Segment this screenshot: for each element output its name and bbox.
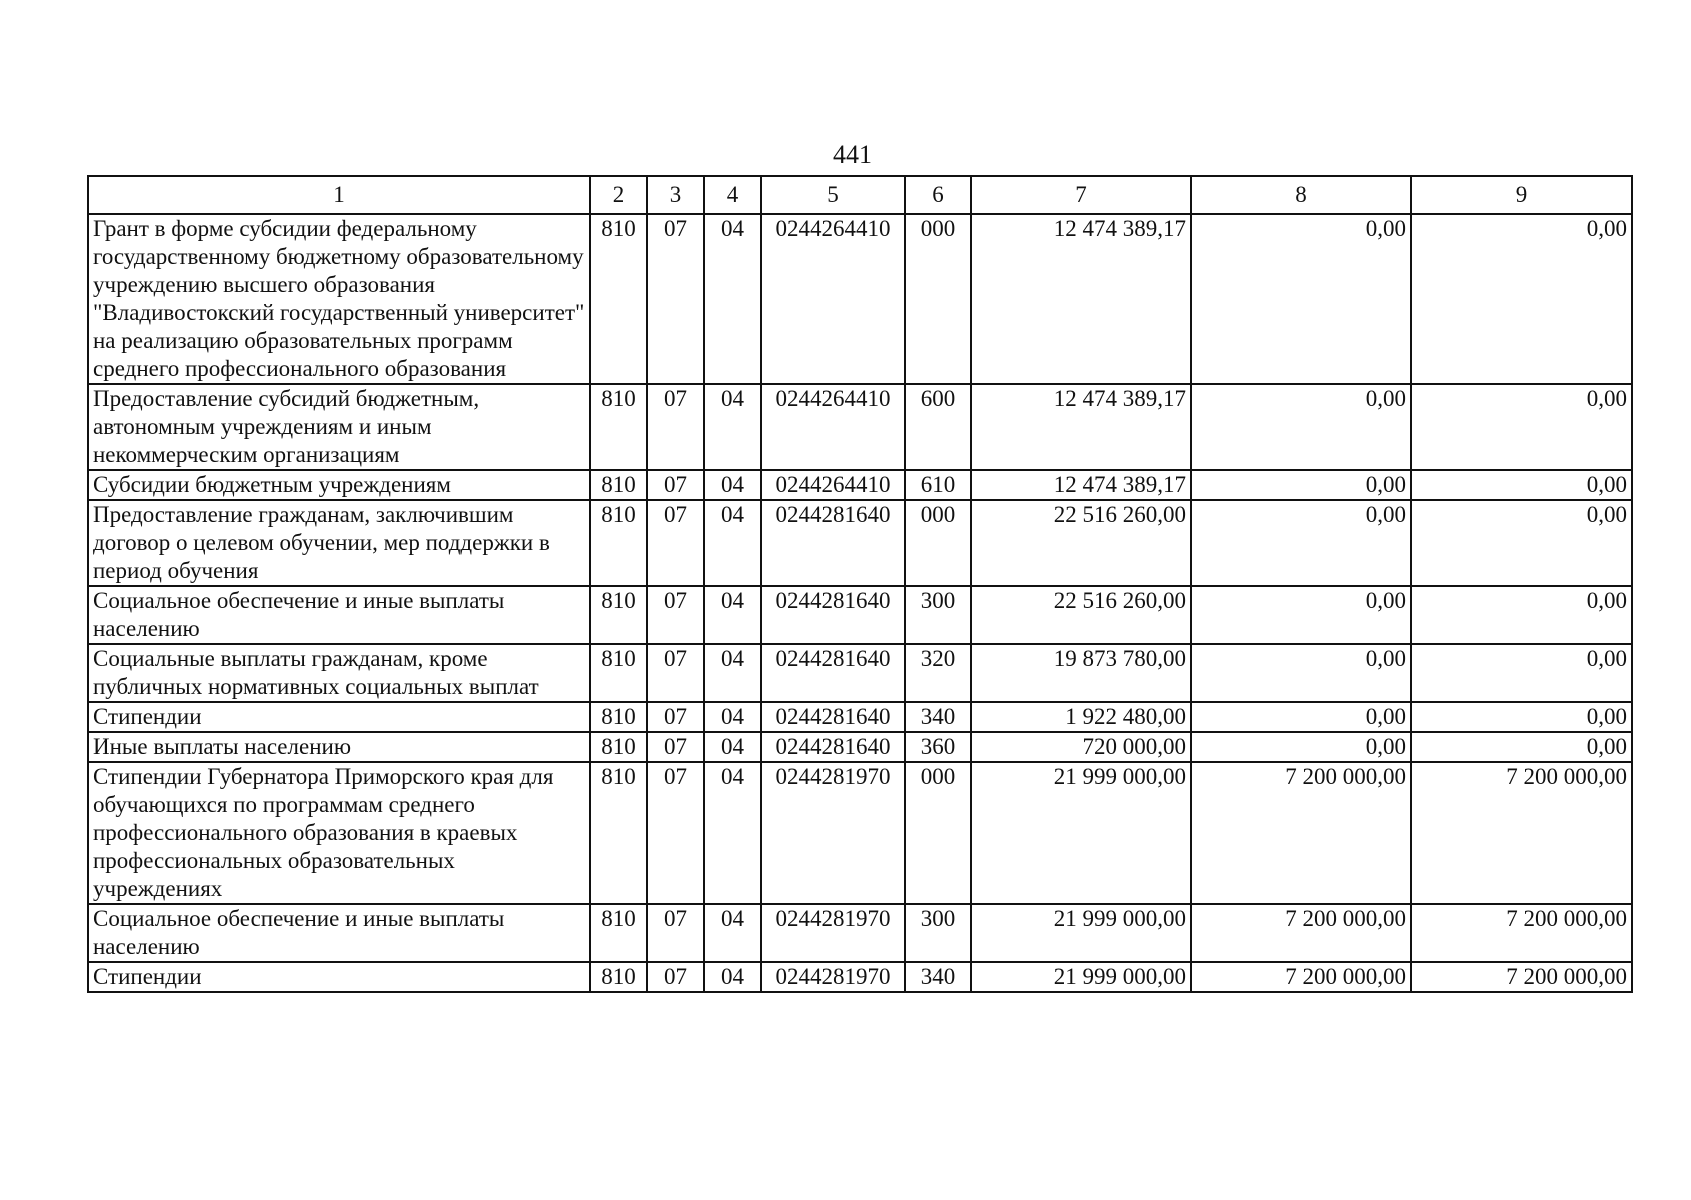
subsection-code: 04: [704, 500, 761, 586]
table-row: [88, 214, 1632, 384]
target-article-code: 0244281640: [761, 500, 905, 586]
target-article-code: 0244281640: [761, 644, 905, 702]
table-row: [88, 732, 1632, 762]
row-name: Грант в форме субсидии федеральному государственному бюджетному образовательному учреждению высшего образования "Владивостокский государственный университет" на реализацию образовательных программ среднего профессионального образования: [88, 214, 590, 384]
amount-col8: 0,00: [1191, 500, 1411, 586]
section-code: 07: [647, 962, 704, 992]
column-header: 7: [971, 176, 1191, 214]
section-code: 07: [647, 644, 704, 702]
amount-col7: 1 922 480,00: [971, 702, 1191, 732]
subsection-code: 04: [704, 962, 761, 992]
section-code: 07: [647, 470, 704, 500]
row-name: Стипендии: [88, 962, 590, 992]
column-header: 8: [1191, 176, 1411, 214]
amount-col7: 21 999 000,00: [971, 962, 1191, 992]
amount-col7: 12 474 389,17: [971, 470, 1191, 500]
subsection-code: 04: [704, 762, 761, 904]
table-row: [88, 644, 1632, 702]
section-code: 07: [647, 732, 704, 762]
amount-col7: 22 516 260,00: [971, 500, 1191, 586]
ministry-code: 810: [590, 470, 647, 500]
amount-col9: 0,00: [1411, 214, 1632, 384]
section-code: 07: [647, 384, 704, 470]
amount-col9: 0,00: [1411, 586, 1632, 644]
expense-type-code: 360: [905, 732, 971, 762]
ministry-code: 810: [590, 904, 647, 962]
row-name: Стипендии Губернатора Приморского края для обучающихся по программам среднего профессионального образования в краевых профессиональных образовательных учреждениях: [88, 762, 590, 904]
row-name: Социальное обеспечение и иные выплаты населению: [88, 904, 590, 962]
header-row: [88, 176, 1632, 214]
column-header: 1: [88, 176, 590, 214]
subsection-code: 04: [704, 732, 761, 762]
table-row: [88, 962, 1632, 992]
section-code: 07: [647, 702, 704, 732]
budget-table: [87, 175, 1633, 993]
table-row: [88, 586, 1632, 644]
subsection-code: 04: [704, 904, 761, 962]
ministry-code: 810: [590, 644, 647, 702]
section-code: 07: [647, 904, 704, 962]
column-header: 5: [761, 176, 905, 214]
target-article-code: 0244264410: [761, 214, 905, 384]
subsection-code: 04: [704, 470, 761, 500]
amount-col8: 0,00: [1191, 470, 1411, 500]
amount-col8: 7 200 000,00: [1191, 904, 1411, 962]
subsection-code: 04: [704, 702, 761, 732]
ministry-code: 810: [590, 586, 647, 644]
target-article-code: 0244281640: [761, 702, 905, 732]
amount-col9: 7 200 000,00: [1411, 904, 1632, 962]
target-article-code: 0244281970: [761, 962, 905, 992]
row-name: Стипендии: [88, 702, 590, 732]
amount-col9: 0,00: [1411, 644, 1632, 702]
row-name: Субсидии бюджетным учреждениям: [88, 470, 590, 500]
target-article-code: 0244281640: [761, 732, 905, 762]
amount-col7: 21 999 000,00: [971, 762, 1191, 904]
row-name: Иные выплаты населению: [88, 732, 590, 762]
amount-col9: 0,00: [1411, 384, 1632, 470]
expense-type-code: 000: [905, 762, 971, 904]
amount-col9: 7 200 000,00: [1411, 962, 1632, 992]
amount-col8: 0,00: [1191, 214, 1411, 384]
amount-col8: 0,00: [1191, 732, 1411, 762]
expense-type-code: 300: [905, 586, 971, 644]
column-header: 2: [590, 176, 647, 214]
amount-col8: 0,00: [1191, 586, 1411, 644]
target-article-code: 0244281970: [761, 762, 905, 904]
row-name: Предоставление субсидий бюджетным, автономным учреждениям и иным некоммерческим организациям: [88, 384, 590, 470]
expense-type-code: 610: [905, 470, 971, 500]
section-code: 07: [647, 586, 704, 644]
subsection-code: 04: [704, 586, 761, 644]
table-row: [88, 904, 1632, 962]
section-code: 07: [647, 500, 704, 586]
amount-col8: 0,00: [1191, 644, 1411, 702]
subsection-code: 04: [704, 214, 761, 384]
expense-type-code: 340: [905, 962, 971, 992]
amount-col7: 19 873 780,00: [971, 644, 1191, 702]
expense-type-code: 320: [905, 644, 971, 702]
subsection-code: 04: [704, 644, 761, 702]
column-header: 4: [704, 176, 761, 214]
amount-col7: 22 516 260,00: [971, 586, 1191, 644]
ministry-code: 810: [590, 702, 647, 732]
table-row: [88, 384, 1632, 470]
target-article-code: 0244264410: [761, 384, 905, 470]
section-code: 07: [647, 762, 704, 904]
ministry-code: 810: [590, 214, 647, 384]
table-row: [88, 762, 1632, 904]
amount-col8: 0,00: [1191, 702, 1411, 732]
amount-col9: 0,00: [1411, 702, 1632, 732]
expense-type-code: 000: [905, 500, 971, 586]
amount-col7: 12 474 389,17: [971, 384, 1191, 470]
column-header: 6: [905, 176, 971, 214]
row-name: Социальное обеспечение и иные выплаты населению: [88, 586, 590, 644]
amount-col9: 0,00: [1411, 500, 1632, 586]
target-article-code: 0244281970: [761, 904, 905, 962]
expense-type-code: 000: [905, 214, 971, 384]
section-code: 07: [647, 214, 704, 384]
column-header: 9: [1411, 176, 1632, 214]
ministry-code: 810: [590, 762, 647, 904]
amount-col8: 0,00: [1191, 384, 1411, 470]
target-article-code: 0244281640: [761, 586, 905, 644]
amount-col7: 720 000,00: [971, 732, 1191, 762]
expense-type-code: 600: [905, 384, 971, 470]
table-row: [88, 470, 1632, 500]
ministry-code: 810: [590, 500, 647, 586]
ministry-code: 810: [590, 384, 647, 470]
table-row: [88, 500, 1632, 586]
row-name: Социальные выплаты гражданам, кроме публичных нормативных социальных выплат: [88, 644, 590, 702]
row-name: Предоставление гражданам, заключившим договор о целевом обучении, мер поддержки в период обучения: [88, 500, 590, 586]
amount-col9: 7 200 000,00: [1411, 762, 1632, 904]
target-article-code: 0244264410: [761, 470, 905, 500]
page-number: 441: [833, 140, 872, 169]
amount-col9: 0,00: [1411, 470, 1632, 500]
ministry-code: 810: [590, 732, 647, 762]
amount-col8: 7 200 000,00: [1191, 762, 1411, 904]
expense-type-code: 300: [905, 904, 971, 962]
subsection-code: 04: [704, 384, 761, 470]
amount-col7: 21 999 000,00: [971, 904, 1191, 962]
amount-col8: 7 200 000,00: [1191, 962, 1411, 992]
column-header: 3: [647, 176, 704, 214]
amount-col7: 12 474 389,17: [971, 214, 1191, 384]
table-row: [88, 702, 1632, 732]
amount-col9: 0,00: [1411, 732, 1632, 762]
expense-type-code: 340: [905, 702, 971, 732]
ministry-code: 810: [590, 962, 647, 992]
